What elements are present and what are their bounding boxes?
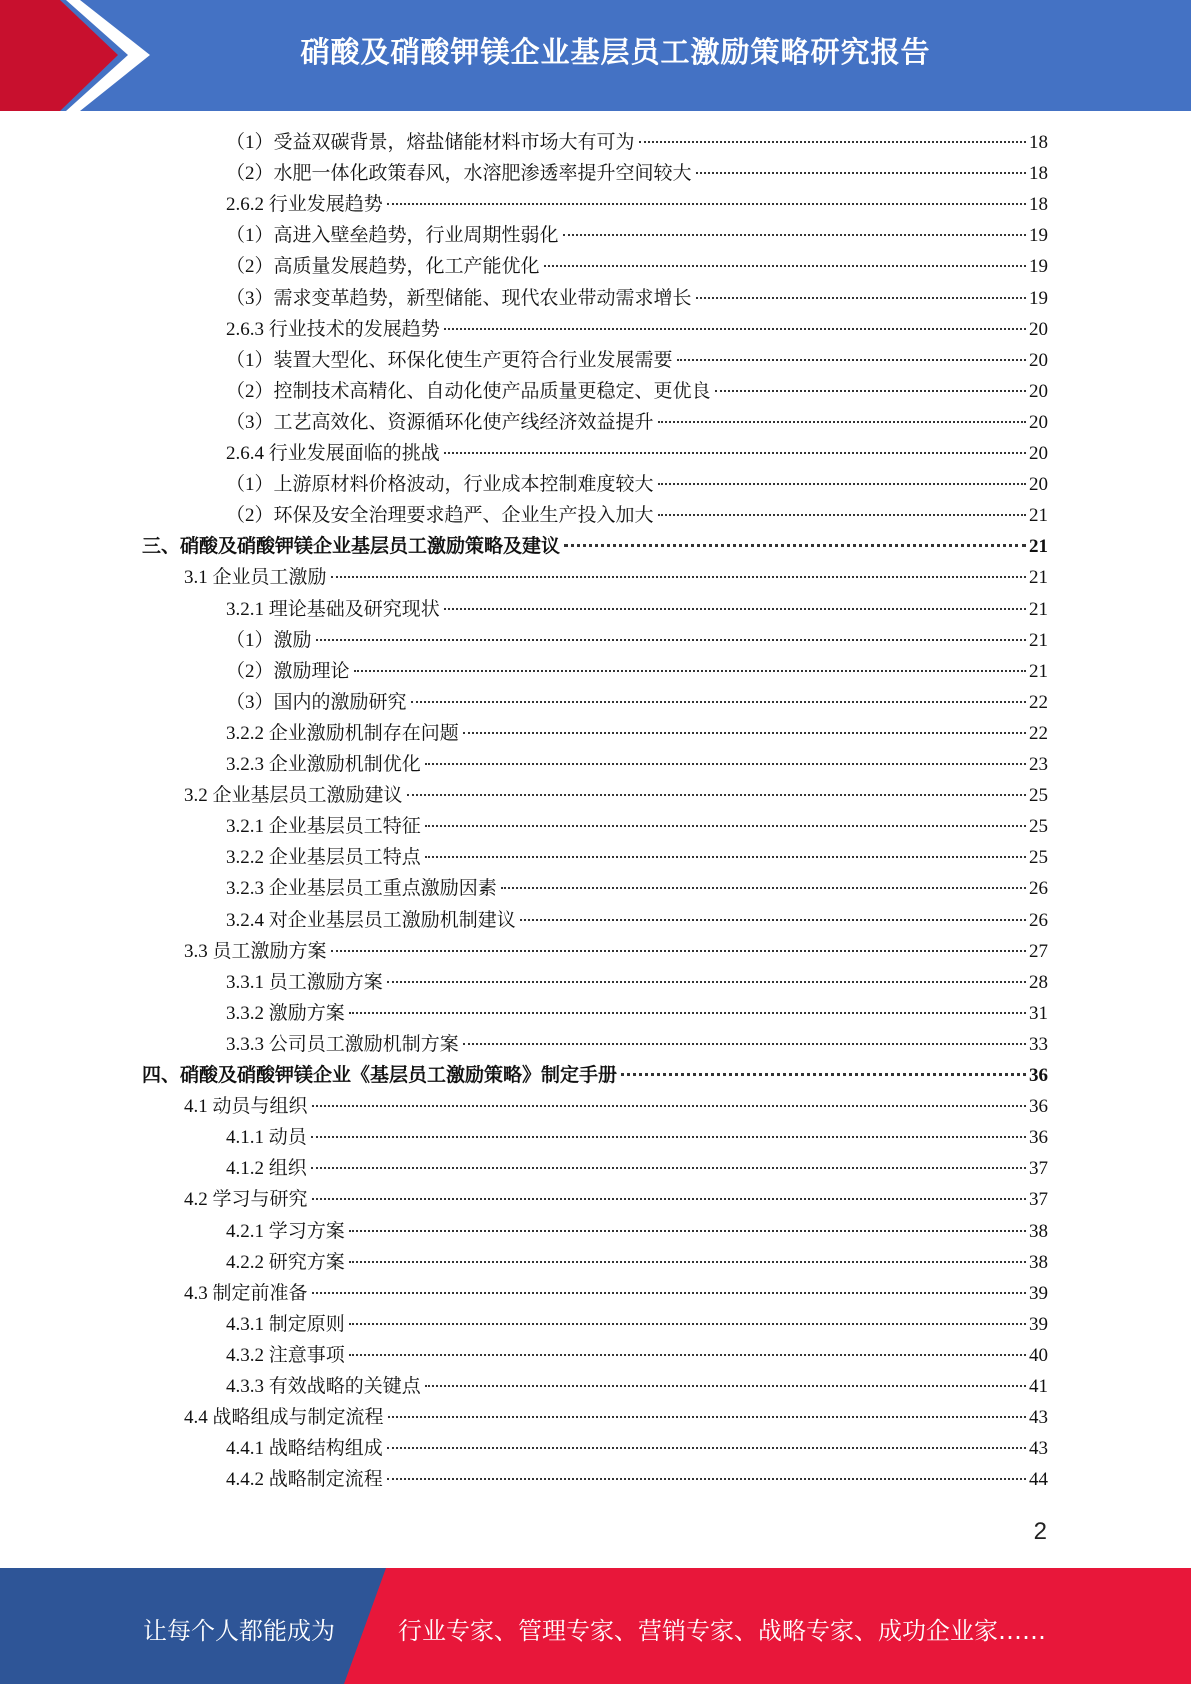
toc-entry[interactable] — [226, 1309, 1048, 1340]
toc-entry-title: 2.6.2 行业发展趋势 — [226, 194, 383, 216]
toc-entry-page: 38 — [1029, 1220, 1048, 1242]
toc-entry[interactable] — [184, 780, 1048, 811]
toc-dot-leader — [387, 981, 1026, 983]
toc-dot-leader — [658, 483, 1026, 485]
toc-entry[interactable] — [226, 1153, 1048, 1184]
toc-entry[interactable] — [226, 1340, 1048, 1371]
toc-entry-title: 4.3.2 注意事项 — [226, 1344, 345, 1366]
toc-entry-page: 37 — [1029, 1158, 1048, 1180]
page-header — [0, 0, 1191, 111]
toc-dot-leader — [349, 1354, 1026, 1356]
toc-entry-page: 31 — [1029, 1002, 1048, 1024]
toc-entry-page: 21 — [1029, 660, 1048, 682]
toc-dot-leader — [349, 1323, 1026, 1325]
toc-entry-title: 3.2.4 对企业基层员工激励机制建议 — [226, 909, 516, 931]
toc-entry-title: 4.2.1 学习方案 — [226, 1220, 345, 1242]
toc-entry-title: 2.6.4 行业发展面临的挑战 — [226, 443, 440, 464]
toc-entry[interactable] — [226, 127, 1048, 158]
toc-entry-page: 20 — [1029, 474, 1048, 496]
toc-entry-page: 21 — [1029, 629, 1048, 651]
toc-entry[interactable] — [226, 718, 1048, 749]
toc-entry-title: 3.3.2 激励方案 — [226, 1002, 345, 1024]
toc-entry-page: 21 — [1029, 536, 1048, 558]
toc-entry[interactable] — [226, 1029, 1048, 1060]
toc-entry[interactable] — [226, 345, 1048, 376]
toc-dot-leader — [312, 1292, 1026, 1294]
toc-entry[interactable] — [226, 469, 1048, 500]
toc-dot-leader — [354, 670, 1026, 672]
toc-dot-leader — [331, 950, 1026, 952]
toc-entry[interactable] — [226, 407, 1048, 438]
toc-entry-page: 21 — [1029, 505, 1048, 527]
toc-entry-page: 27 — [1029, 940, 1048, 962]
toc-entry-page: 25 — [1029, 847, 1048, 869]
toc-entry-page: 25 — [1029, 816, 1048, 838]
toc-entry-page: 43 — [1029, 1407, 1048, 1429]
toc-entry[interactable] — [184, 936, 1048, 967]
toc-entry[interactable] — [226, 905, 1048, 936]
toc-entry[interactable] — [226, 1464, 1048, 1495]
toc-dot-leader — [444, 608, 1026, 610]
toc-entry[interactable] — [184, 1402, 1048, 1433]
toc-entry-title: 3.2.1 企业基层员工特征 — [226, 816, 421, 838]
toc-dot-leader — [621, 1073, 1026, 1076]
toc-dot-leader — [425, 825, 1026, 827]
toc-entry[interactable] — [226, 500, 1048, 531]
toc-entry-title: 四、硝酸及硝酸钾镁企业《基层员工激励策略》制定手册 — [142, 1065, 618, 1086]
toc-dot-leader — [463, 1043, 1026, 1045]
toc-entry-page: 36 — [1029, 1127, 1048, 1149]
toc-entry[interactable] — [226, 1216, 1048, 1247]
toc-dot-leader — [696, 297, 1026, 299]
toc-entry-page: 39 — [1029, 1313, 1048, 1335]
toc-entry-page: 38 — [1029, 1251, 1048, 1273]
toc-entry[interactable] — [226, 283, 1048, 314]
toc-entry-page: 18 — [1029, 163, 1048, 185]
toc-entry-title: （3）需求变革趋势，新型储能、现代农业带动需求增长 — [226, 287, 692, 309]
toc-entry[interactable] — [226, 438, 1048, 469]
toc-entry-page: 36 — [1029, 1065, 1048, 1086]
toc-entry-page: 18 — [1029, 194, 1048, 216]
toc-entry-page: 41 — [1029, 1376, 1048, 1397]
toc-entry-title: （2）激励理论 — [226, 660, 350, 682]
toc-dot-leader — [444, 452, 1026, 454]
toc-dot-leader — [387, 1478, 1026, 1480]
toc-dot-leader — [658, 514, 1026, 516]
toc-entry[interactable] — [226, 842, 1048, 873]
toc-entry-page: 26 — [1029, 909, 1048, 931]
toc-entry-title: （3）工艺高效化、资源循环化使产线经济效益提升 — [226, 411, 654, 433]
toc-entry-title: 4.1.2 组织 — [226, 1158, 307, 1180]
toc-entry-title: 4.3.3 有效战略的关键点 — [226, 1376, 421, 1397]
toc-entry-page: 21 — [1029, 567, 1048, 589]
toc-entry-title: 3.2.3 企业激励机制优化 — [226, 754, 421, 775]
toc-entry-page: 37 — [1029, 1189, 1048, 1211]
toc-dot-leader — [312, 1105, 1026, 1107]
toc-entry-page: 23 — [1029, 754, 1048, 775]
toc-entry[interactable] — [226, 220, 1048, 251]
toc-entry-title: 3.3.1 员工激励方案 — [226, 971, 383, 993]
toc-entry-title: 2.6.3 行业技术的发展趋势 — [226, 318, 440, 340]
page-footer — [0, 1568, 1191, 1684]
toc-entry-title: 3.1 企业员工激励 — [184, 567, 327, 589]
toc-entry-title: 4.1.1 动员 — [226, 1127, 307, 1149]
toc-entry-title: 4.4.1 战略结构组成 — [226, 1438, 383, 1460]
toc-entry[interactable] — [184, 1278, 1048, 1309]
toc-dot-leader — [311, 1136, 1026, 1138]
toc-entry-page: 20 — [1029, 411, 1048, 433]
toc-dot-leader — [387, 1447, 1026, 1449]
toc-entry[interactable] — [226, 656, 1048, 687]
toc-entry[interactable] — [184, 562, 1048, 593]
toc-dot-leader — [444, 328, 1026, 330]
toc-entry[interactable] — [226, 687, 1048, 718]
toc-dot-leader — [331, 576, 1026, 578]
toc-entry[interactable] — [142, 531, 1048, 562]
toc-entry[interactable] — [226, 811, 1048, 842]
toc-entry-title: 3.2.3 企业基层员工重点激励因素 — [226, 878, 497, 900]
toc-dot-leader — [388, 1416, 1026, 1418]
toc-entry-title: 三、硝酸及硝酸钾镁企业基层员工激励策略及建议 — [142, 536, 561, 558]
toc-entry-page: 44 — [1029, 1469, 1048, 1491]
toc-entry-page: 36 — [1029, 1096, 1048, 1118]
toc-entry[interactable] — [184, 1184, 1048, 1215]
toc-entry-page: 22 — [1029, 691, 1048, 713]
toc-entry-title: 4.2.2 研究方案 — [226, 1251, 345, 1273]
toc-dot-leader — [316, 639, 1026, 641]
toc-entry[interactable] — [226, 314, 1048, 345]
toc-entry-title: （2）高质量发展趋势，化工产能优化 — [226, 256, 540, 278]
page-number: 2 — [1033, 1518, 1047, 1545]
toc-entry[interactable] — [226, 998, 1048, 1029]
toc-entry-page: 20 — [1029, 349, 1048, 371]
toc-entry-page: 20 — [1029, 380, 1048, 402]
toc-entry-title: （1）受益双碳背景，熔盐储能材料市场大有可为 — [226, 132, 635, 153]
toc-dot-leader — [411, 701, 1026, 703]
toc-entry-page: 20 — [1029, 443, 1048, 464]
toc-entry-title: （2）水肥一体化政策春风，水溶肥渗透率提升空间较大 — [226, 163, 692, 185]
toc-entry-title: 4.4.2 战略制定流程 — [226, 1469, 383, 1491]
toc-entry-title: （1）高进入壁垒趋势，行业周期性弱化 — [226, 225, 559, 247]
toc-entry-title: 4.2 学习与研究 — [184, 1189, 308, 1211]
toc-entry-title: （2）控制技术高精化、自动化使产品质量更稳定、更优良 — [226, 380, 711, 402]
toc-entry[interactable] — [226, 158, 1048, 189]
toc-entry-title: （3）国内的激励研究 — [226, 691, 407, 713]
toc-dot-leader — [425, 856, 1026, 858]
toc-entry-title: 3.2.2 企业基层员工特点 — [226, 847, 421, 869]
toc-dot-leader — [696, 172, 1026, 174]
toc-entry-page: 40 — [1029, 1344, 1048, 1366]
toc-entry-title: （1）激励 — [226, 629, 312, 651]
toc-entry[interactable] — [226, 625, 1048, 656]
toc-dot-leader — [520, 919, 1026, 921]
toc-entry-title: 4.3.1 制定原则 — [226, 1313, 345, 1335]
toc-dot-leader — [563, 234, 1026, 236]
toc-dot-leader — [677, 359, 1026, 361]
toc-entry[interactable] — [226, 1122, 1048, 1153]
toc-entry-title: 4.3 制定前准备 — [184, 1282, 308, 1304]
footer-slogan-right: 行业专家、管理专家、营销专家、战略专家、成功企业家…… — [398, 1617, 1046, 1645]
toc-dot-leader — [501, 887, 1026, 889]
toc-entry-title: 3.2.2 企业激励机制存在问题 — [226, 722, 459, 744]
toc-entry-page: 33 — [1029, 1033, 1048, 1055]
toc-entry-title: 4.1 动员与组织 — [184, 1096, 308, 1118]
toc-dot-leader — [407, 794, 1026, 796]
toc-dot-leader — [715, 390, 1026, 392]
toc-dot-leader — [658, 421, 1026, 423]
toc-entry-page: 39 — [1029, 1282, 1048, 1304]
toc-dot-leader — [639, 141, 1026, 143]
toc-entry-page: 28 — [1029, 971, 1048, 993]
toc-entry-page: 21 — [1029, 598, 1048, 620]
toc-entry-title: 3.3 员工激励方案 — [184, 940, 327, 962]
toc-entry-page: 25 — [1029, 785, 1048, 807]
toc-entry[interactable] — [226, 594, 1048, 625]
toc-dot-leader — [387, 203, 1026, 205]
toc-entry-page: 20 — [1029, 318, 1048, 340]
toc-dot-leader — [425, 1385, 1026, 1387]
toc-dot-leader — [349, 1230, 1026, 1232]
toc-entry[interactable] — [142, 1060, 1048, 1091]
toc-dot-leader — [311, 1167, 1026, 1169]
toc-entry-page: 19 — [1029, 256, 1048, 278]
toc-entry-page: 43 — [1029, 1438, 1048, 1460]
report-title: 硝酸及硝酸钾镁企业基层员工激励策略研究报告 — [300, 35, 931, 69]
toc-entry-title: 3.3.3 公司员工激励机制方案 — [226, 1033, 459, 1055]
toc-dot-leader — [463, 732, 1026, 734]
toc-entry-page: 19 — [1029, 287, 1048, 309]
toc-entry[interactable] — [226, 1433, 1048, 1464]
footer-slogan-left: 让每个人都能成为 — [143, 1617, 335, 1645]
toc-entry-title: （1）装置大型化、环保化使生产更符合行业发展需要 — [226, 349, 673, 371]
toc-dot-leader — [349, 1261, 1026, 1263]
toc-entry-title: （1）上游原材料价格波动，行业成本控制难度较大 — [226, 474, 654, 496]
toc-entry[interactable] — [226, 1247, 1048, 1278]
toc-dot-leader — [349, 1012, 1026, 1014]
toc-entry[interactable] — [226, 967, 1048, 998]
toc-entry-title: 3.2 企业基层员工激励建议 — [184, 785, 403, 807]
toc-entry[interactable] — [226, 189, 1048, 220]
toc-entry[interactable] — [184, 1091, 1048, 1122]
toc-dot-leader — [544, 265, 1026, 267]
toc-dot-leader — [564, 544, 1026, 547]
toc-dot-leader — [425, 763, 1026, 765]
toc-entry-page: 22 — [1029, 722, 1048, 744]
toc-entry-page: 19 — [1029, 225, 1048, 247]
toc-dot-leader — [312, 1198, 1026, 1200]
toc-entry[interactable] — [226, 749, 1048, 780]
toc-entry-page: 18 — [1029, 132, 1048, 153]
toc-entry[interactable] — [226, 873, 1048, 904]
toc-entry[interactable] — [226, 376, 1048, 407]
toc-entry-title: （2）环保及安全治理要求趋严、企业生产投入加大 — [226, 505, 654, 527]
toc-entry[interactable] — [226, 1371, 1048, 1402]
toc-entry-page: 26 — [1029, 878, 1048, 900]
toc-entry[interactable] — [226, 251, 1048, 282]
toc-entry-title: 4.4 战略组成与制定流程 — [184, 1407, 384, 1429]
toc-entry-title: 3.2.1 理论基础及研究现状 — [226, 598, 440, 620]
